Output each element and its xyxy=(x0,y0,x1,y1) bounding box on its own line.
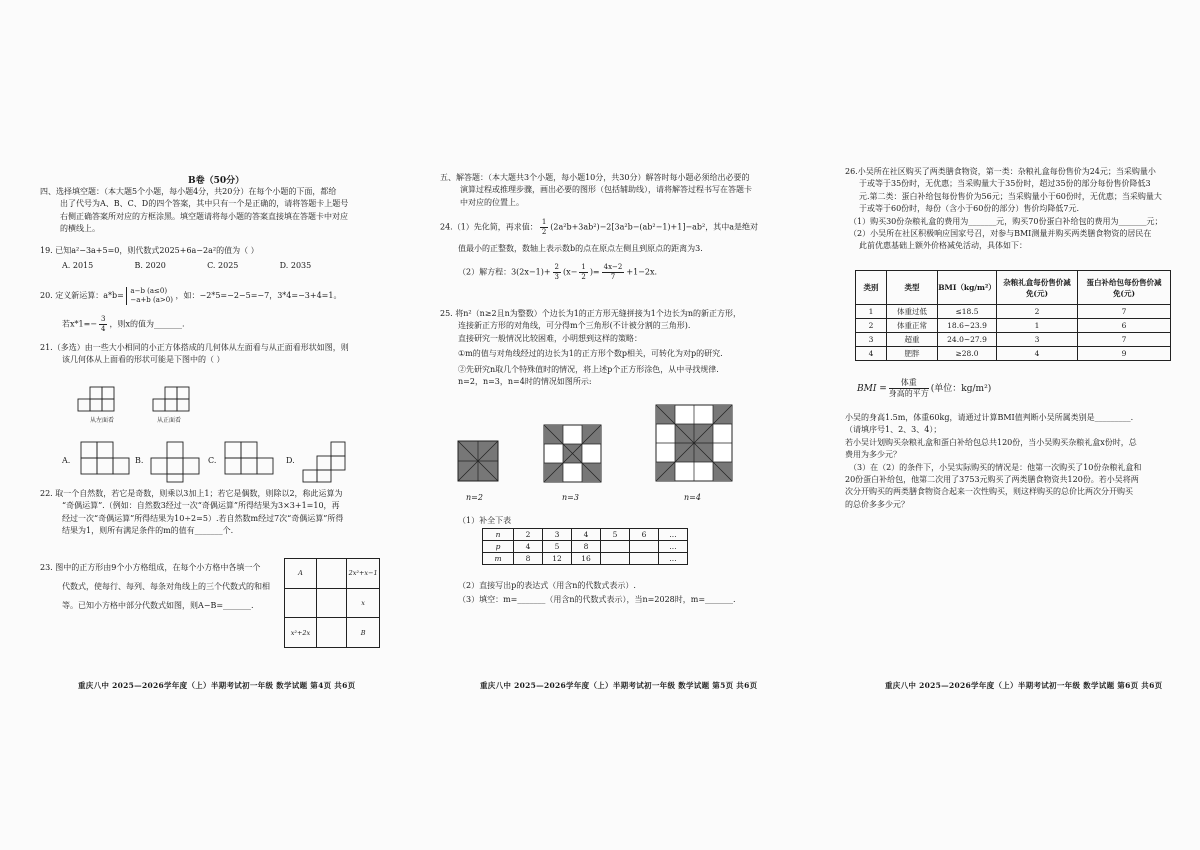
table-cell: 4 xyxy=(514,541,543,553)
text: )= xyxy=(589,267,600,277)
text-line: 四、选择填空题：（本大题5个小题，每小题4分，共20分）在每个小题的下面，都给 xyxy=(40,187,337,196)
text-line: 出了代号为A、B、C、D的四个答案，其中只有一个是正确的，请将答题卡上题号 xyxy=(60,199,349,209)
table-cell xyxy=(601,541,630,553)
table-cell: 18.6~23.9 xyxy=(938,319,997,333)
denominator: 4 xyxy=(101,325,106,333)
table-cell: 4 xyxy=(997,347,1078,361)
table-cell: ... xyxy=(659,541,688,553)
fraction xyxy=(553,263,561,282)
question-text: 经过一次“奇偶运算”所得结果为10÷2=5）.若自然数m经过7次“奇偶运算”所得 xyxy=(62,513,344,523)
table-cell: 16 xyxy=(572,553,601,565)
table-cell: 3 xyxy=(856,333,887,347)
text: 若x*1=− xyxy=(62,319,98,329)
option-a: A. 2015 xyxy=(62,261,94,271)
question-26-cont xyxy=(845,412,1141,511)
text-line: 右侧正确答案所对应的方框涂黑。填空题请将每小题的答案直接填在答题卡中对应 xyxy=(60,211,348,221)
question-text: 元.第二类：蛋白补给包每份售价为56元；当采购量小于60份时，无优惠；当采购量大 xyxy=(859,191,1162,201)
question-text: 结果为1，则所有满足条件的m的值有_______个. xyxy=(62,526,234,536)
question-26 xyxy=(845,166,1162,253)
table-cell: 体重过低 xyxy=(887,305,938,319)
q24-part2 xyxy=(440,263,758,282)
figure-n2 xyxy=(458,441,498,481)
case-1: a−b (a≤0) xyxy=(130,287,168,295)
figure-label-n4: n=4 xyxy=(684,493,701,502)
option-d-label: D. xyxy=(286,456,295,465)
grid-cell: x²+2x xyxy=(285,618,317,648)
question-text: 21.（多选）由一些大小相同的小正方体搭成的几何体从左面看与从正面看形状如图，则 xyxy=(40,343,349,352)
question-text-rest: ，如：−2*5=−2−5=−7，3*4=−3+4=1。 xyxy=(175,291,342,300)
option-b-label: B. xyxy=(135,456,144,465)
denominator: 2 xyxy=(581,273,586,282)
table-cell xyxy=(630,541,659,553)
question-text: 直接研究一般情况比较困难，小明想到这样的策略： xyxy=(458,333,642,343)
table-cell: 肥胖 xyxy=(887,347,938,361)
table-cell: 4 xyxy=(856,347,887,361)
table-cell: 24.0~27.9 xyxy=(938,333,997,347)
fraction xyxy=(602,263,625,282)
grid-cell xyxy=(316,588,346,618)
figure-n3 xyxy=(544,425,601,482)
table-header: 杂粮礼盒每份售价减免(元) xyxy=(997,271,1078,305)
table-header: 类别 xyxy=(856,271,887,305)
page-6 xyxy=(845,0,1185,850)
table-cell: ≤18.5 xyxy=(938,305,997,319)
table-cell: 8 xyxy=(572,541,601,553)
question-text: ②先研究n取几个特殊值时的情况，将上述p个正方形涂色，从中寻找规律. xyxy=(458,364,719,374)
table-cell: 3 xyxy=(543,529,572,541)
q21-option-figures xyxy=(75,438,365,483)
bmi-table xyxy=(855,270,1171,361)
question-20-line2 xyxy=(40,315,341,334)
table-cell: 2 xyxy=(856,319,887,333)
piecewise-definition xyxy=(126,287,173,305)
question-text: 26.小吴所在社区购买了两类膳食物资，第一类：杂粮礼盒每份售价为24元；当采购量小 xyxy=(845,167,1156,176)
question-text: 次分开购买的两类膳食物资合起来一次性购买，则这样购买的总价比两次分开购买 xyxy=(845,487,1133,497)
figure-n4 xyxy=(656,405,732,481)
question-text: 于或等于35份时，无优惠；当采购量大于35份时，超过35份的部分每份售价降低3 xyxy=(859,179,1151,189)
numerator: 4x−2 xyxy=(603,263,623,272)
page-4 xyxy=(40,0,378,850)
case-2: −a+b (a>0) xyxy=(130,296,173,304)
question-text: 的总价多多少元？ xyxy=(845,499,909,509)
question-23 xyxy=(40,558,270,616)
text-line: 的横线上。 xyxy=(60,224,100,234)
option-c: C. 2025 xyxy=(207,261,239,271)
q24-part1 xyxy=(440,218,758,237)
question-text: 23. 图中的正方形由9个小方格组成，在每个小方格中各填一个 xyxy=(40,563,261,572)
table-header: 蛋白补给包每份售价减免(元) xyxy=(1078,271,1171,305)
table-cell: 9 xyxy=(1078,347,1171,361)
table-cell: n xyxy=(483,529,514,541)
section-5-instructions xyxy=(440,172,752,209)
question-22 xyxy=(40,488,343,538)
text: （2）解方程：3(2x−1)+ xyxy=(458,267,551,277)
table-cell: 6 xyxy=(1078,319,1171,333)
table-cell: 2 xyxy=(514,529,543,541)
q25-table xyxy=(482,528,688,565)
page-5 xyxy=(440,0,780,850)
question-text: “奇偶运算”.（例如：自然数3经过一次“奇偶运算”所得结果为3×3+1=10，再 xyxy=(62,501,340,511)
question-text: 25. 将n²（n≥2且n为整数）个边长为1的正方形无缝拼接为1个边长为n的新正方形， xyxy=(440,309,742,318)
table-cell: 5 xyxy=(601,529,630,541)
question-20 xyxy=(40,287,341,334)
table-header: 类型 xyxy=(887,271,938,305)
question-text: 小吴的身高1.5m，体重60kg，请通过计算BMI值判断小吴所属类别是_________. xyxy=(845,413,1134,422)
formula-unit: (单位：kg/m²) xyxy=(930,384,992,394)
question-text: 若小吴计划购买杂粮礼盒和蛋白补给包总共120份，当小吴购买杂粮礼盒x份时，总 xyxy=(845,437,1137,447)
question-text: （3）在（2）的条件下，小吴实际购买的情况是：他第一次购买了10份杂粮礼盒和 xyxy=(849,462,1142,472)
table-cell: 1 xyxy=(997,319,1078,333)
magic-square-grid xyxy=(284,558,380,648)
text-line: 演算过程或推理步骤，画出必要的图形（包括辅助线），请将解答过程书写在答题卡 xyxy=(460,185,752,195)
numerator: 1 xyxy=(581,263,586,272)
denominator: 7 xyxy=(610,273,616,282)
table-cell: 4 xyxy=(572,529,601,541)
option-d: D. 2035 xyxy=(279,261,312,271)
expression: (2a²b+3ab²)−2[3a²b−(ab²−1)+1]−ab²，其中a是绝对 xyxy=(550,222,759,232)
grid-cell xyxy=(316,618,346,648)
denominator: 3 xyxy=(554,273,559,282)
question-text: 值最小的正整数，数轴上表示数b的点在原点左侧且到原点的距离为3. xyxy=(458,244,703,253)
formula-lhs: BMI = xyxy=(857,384,887,394)
grid-cell xyxy=(316,559,346,589)
question-text: 20份蛋白补给包，他第二次用了3753元购买了两类膳食物资共120份。若小吴将两 xyxy=(845,474,1139,484)
page-footer: 重庆八中 2025—2026学年度（上）半期考试初一年级 数学试题 第4页 共6页 xyxy=(78,681,356,690)
question-text: 22. 取一个自然数，若它是奇数，则乘以3加上1；若它是偶数，则除以2，称此运算为 xyxy=(40,489,343,498)
q25-part1-label: （1）补全下表 xyxy=(458,516,512,525)
denominator: 身高的平方 xyxy=(888,389,929,398)
q25-part3: （3）填空：m=_______（用含n的代数式表示），当n=2028时，m=_______. xyxy=(458,595,736,604)
table-cell: ... xyxy=(659,553,688,565)
front-view-label: 从正面看 xyxy=(157,417,182,424)
numerator: 1 xyxy=(541,218,547,226)
question-text: 等。已知小方格中部分代数式如图，则A−B=_______. xyxy=(62,601,254,611)
question-text: 代数式，使每行、每列、每条对角线上的三个代数式的和相 xyxy=(62,582,270,592)
question-text: （1）购买30份杂粮礼盒的费用为_______元，购买70份蛋白补给包的费用为_______元； xyxy=(849,216,1163,226)
table-cell: 超重 xyxy=(887,333,938,347)
question-text: n=2，n=3，n=4时的情况如图所示: xyxy=(458,376,592,386)
text-line: 五、解答题：（本大题共3个小题，每小题10分，共30分）解答时每小题必须给出必要的 xyxy=(440,173,750,182)
question-text: 连接新正方形的对角线，可分得m个三角形(不计被分割的三角形). xyxy=(458,321,691,331)
text: ，则x的值为_______. xyxy=(109,319,185,329)
question-text: ①m的值与对角线经过的边长为1的正方形个数p相关，可转化为对p的研究. xyxy=(458,349,723,359)
table-cell: ... xyxy=(659,529,688,541)
question-21 xyxy=(40,342,349,367)
question-text: 费用为多少元？ xyxy=(845,450,901,460)
table-cell: ≥28.0 xyxy=(938,347,997,361)
fraction xyxy=(579,263,587,282)
page-footer: 重庆八中 2025—2026学年度（上）半期考试初一年级 数学试题 第6页 共6页 xyxy=(885,681,1163,690)
table-cell: 8 xyxy=(514,553,543,565)
grid-cell: x xyxy=(347,588,380,618)
table-cell: 1 xyxy=(856,305,887,319)
table-cell xyxy=(630,553,659,565)
fraction xyxy=(889,378,929,399)
question-text: 于或等于60份时，每份（含小于60份的部分）售价均降低7元. xyxy=(859,204,1079,214)
option-b: B. 2020 xyxy=(134,261,166,271)
table-cell: 2 xyxy=(997,305,1078,319)
text-line: 中对应的位置上。 xyxy=(460,197,524,207)
numerator: 体重 xyxy=(889,378,929,389)
table-cell xyxy=(601,553,630,565)
table-header: BMI（kg/m²） xyxy=(938,271,997,305)
question-text: 该几何体从上面看的形状可能是下图中的（ ） xyxy=(62,355,225,365)
figure-label-n3: n=3 xyxy=(562,493,579,502)
grid-cell: A xyxy=(285,559,317,589)
question-19 xyxy=(40,245,311,273)
text: (x− xyxy=(563,267,578,277)
text: +1−2x. xyxy=(626,267,658,277)
grid-cell: B xyxy=(347,618,380,648)
grid-cell: 2x²+x−1 xyxy=(347,559,380,589)
question-text: 19. 已知a²−3a+5=0，则代数式2025+6a−2a²的值为（ ） xyxy=(40,246,259,255)
table-cell: 体重正常 xyxy=(887,319,938,333)
table-cell: 5 xyxy=(543,541,572,553)
table-cell: m xyxy=(483,553,514,565)
left-view-label: 从左面看 xyxy=(90,417,115,424)
fraction xyxy=(540,218,548,237)
question-text: （请填序号1、2、3、4）； xyxy=(845,425,942,435)
table-cell: 12 xyxy=(543,553,572,565)
table-cell: p xyxy=(483,541,514,553)
denominator: 2 xyxy=(541,228,547,236)
table-cell: 6 xyxy=(630,529,659,541)
fraction xyxy=(99,315,107,334)
option-c-label: C. xyxy=(208,456,217,465)
question-text: 此前优惠基础上额外价格减免活动，具体如下： xyxy=(859,241,1027,251)
figure-label-n2: n=2 xyxy=(466,493,483,502)
table-cell: 7 xyxy=(1078,305,1171,319)
grid-cell xyxy=(285,588,317,618)
q25-square-figures xyxy=(456,403,756,488)
numerator: 2 xyxy=(554,263,559,272)
table-cell: 7 xyxy=(1078,333,1171,347)
options-row xyxy=(40,260,311,272)
question-24 xyxy=(440,218,758,282)
bmi-formula xyxy=(857,378,991,399)
numerator: 3 xyxy=(101,315,106,323)
section-4-instructions xyxy=(40,186,348,236)
q25-part2: （2）直接写出p的表达式（用含n的代数式表示）. xyxy=(458,581,636,590)
page-footer: 重庆八中 2025—2026学年度（上）半期考试初一年级 数学试题 第5页 共6页 xyxy=(480,681,758,690)
question-text: 24.（1）先化简，再求值： xyxy=(440,222,538,232)
question-text: 20. 定义新运算：a*b= xyxy=(40,291,124,300)
option-a-label: A. xyxy=(62,456,71,465)
question-text: （2）小吴所在社区积极响应国家号召，对参与BMI测量并购买两类膳食物资的居民在 xyxy=(849,228,1152,238)
question-25 xyxy=(440,308,741,388)
section-title: B卷（50分） xyxy=(188,176,245,186)
table-cell: 3 xyxy=(997,333,1078,347)
